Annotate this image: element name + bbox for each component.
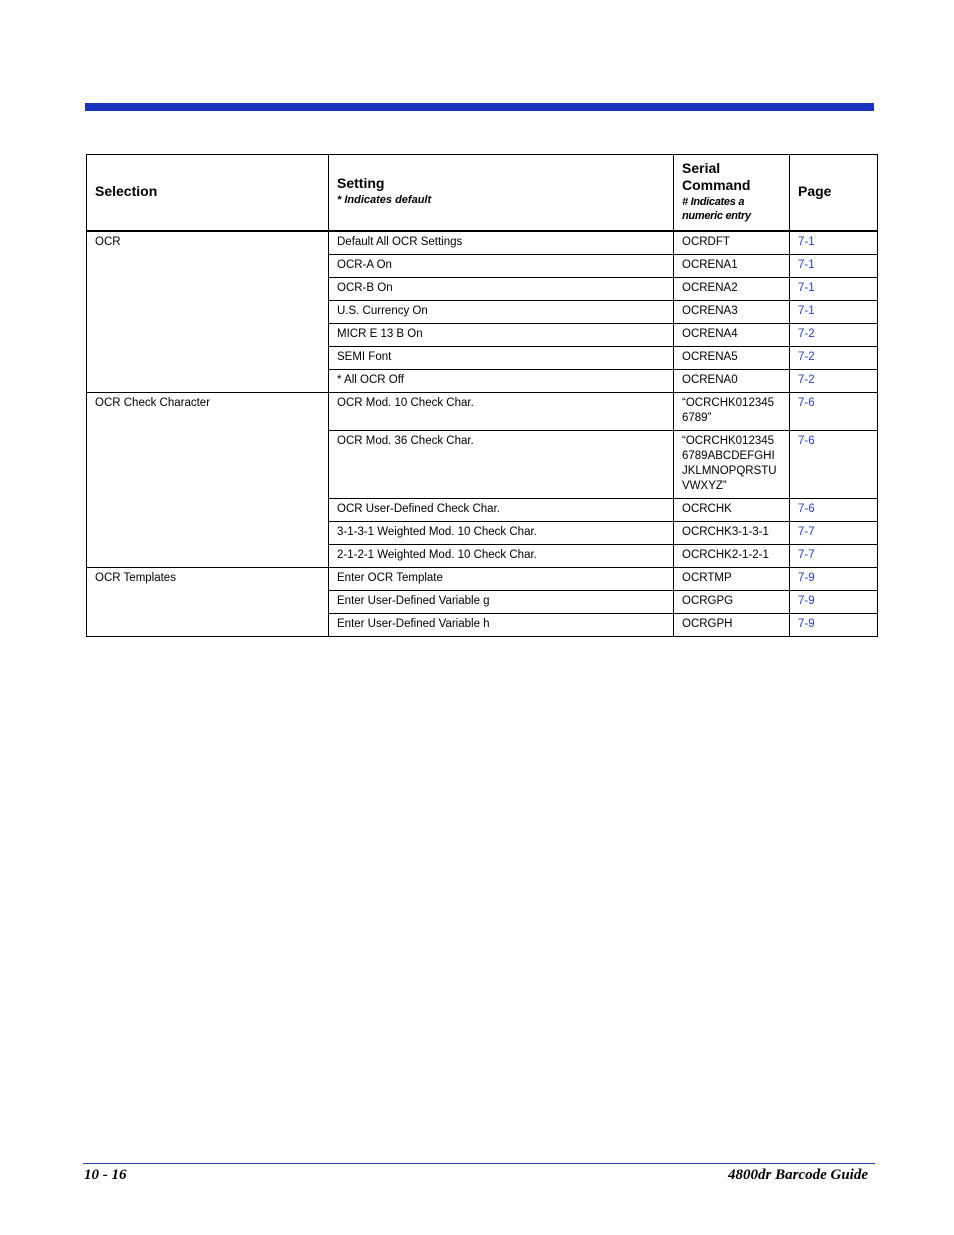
table-header-row: [87, 155, 878, 231]
col-setting-label: Setting: [337, 175, 385, 192]
setting-cell: OCR Mod. 36 Check Char.: [329, 430, 674, 498]
book-title: 4800dr Barcode Guide: [728, 1167, 868, 1183]
serial-command-line: OCRENA5: [682, 350, 738, 363]
setting-cell: SEMI Font: [329, 346, 674, 369]
serial-command-cell: [674, 254, 790, 277]
page-cell: [790, 277, 878, 300]
selection-cell: OCR Templates: [87, 567, 329, 636]
header-bar: [85, 103, 874, 111]
page-cell: [790, 590, 878, 613]
numeric-note-2: numeric entry: [682, 209, 751, 222]
selection-cell: OCR: [87, 231, 329, 393]
selection-cell: OCR Check Character: [87, 392, 329, 567]
page-link[interactable]: 7-6: [798, 502, 815, 515]
serial-command-line: 6789”: [682, 411, 712, 424]
page-cell: [790, 521, 878, 544]
col-header-setting: [329, 155, 674, 231]
serial-command-line: OCRENA1: [682, 258, 738, 271]
col-selection-label: Selection: [95, 183, 158, 200]
serial-command-cell: [674, 567, 790, 590]
setting-cell: 2-1-2-1 Weighted Mod. 10 Check Char.: [329, 544, 674, 567]
page-cell: [790, 613, 878, 636]
serial-command-line: OCRENA2: [682, 281, 738, 294]
default-note: * Indicates default: [337, 194, 432, 207]
serial-command-table: [86, 154, 878, 637]
setting-cell: Enter OCR Template: [329, 567, 674, 590]
serial-command-cell: [674, 277, 790, 300]
page-link[interactable]: 7-6: [798, 396, 815, 409]
serial-command-cell: [674, 346, 790, 369]
serial-command-cell: [674, 613, 790, 636]
serial-command-line: OCRCHK2-1-2-1: [682, 548, 769, 561]
page-link[interactable]: 7-7: [798, 548, 815, 561]
setting-cell: Enter User-Defined Variable g: [329, 590, 674, 613]
table-row: [87, 392, 878, 430]
serial-command-line: “OCRCHK012345: [682, 434, 775, 447]
serial-command-line: OCRGPG: [682, 594, 734, 607]
page-link[interactable]: 7-9: [798, 571, 815, 584]
page-cell: [790, 430, 878, 498]
serial-command-cell: [674, 544, 790, 567]
table-body: [87, 231, 878, 637]
page-cell: [790, 567, 878, 590]
setting-cell: OCR User-Defined Check Char.: [329, 498, 674, 521]
col-page-label: Page: [798, 183, 832, 200]
serial-command-line: “OCRCHK012345: [682, 396, 775, 409]
serial-command-cell: [674, 521, 790, 544]
serial-command-cell: [674, 231, 790, 255]
page-link[interactable]: 7-9: [798, 594, 815, 607]
table-row: [87, 567, 878, 590]
setting-cell: Default All OCR Settings: [329, 231, 674, 255]
page-link[interactable]: 7-6: [798, 434, 815, 447]
serial-command-line: OCRCHK: [682, 502, 732, 515]
numeric-note-1: # Indicates a: [682, 195, 745, 208]
serial-command-line: VWXYZ”: [682, 479, 727, 492]
serial-command-cell: [674, 430, 790, 498]
page-cell: [790, 323, 878, 346]
page-cell: [790, 498, 878, 521]
page-link[interactable]: 7-1: [798, 258, 815, 271]
serial-command-cell: [674, 323, 790, 346]
setting-cell: 3-1-3-1 Weighted Mod. 10 Check Char.: [329, 521, 674, 544]
serial-command-cell: [674, 498, 790, 521]
setting-cell: OCR Mod. 10 Check Char.: [329, 392, 674, 430]
col-serial-label-1: Serial: [682, 159, 721, 176]
page-link[interactable]: 7-9: [798, 617, 815, 630]
page-cell: [790, 346, 878, 369]
serial-command-cell: [674, 590, 790, 613]
page-cell: [790, 369, 878, 392]
serial-command-line: OCRENA0: [682, 373, 738, 386]
serial-command-line: OCRENA3: [682, 304, 738, 317]
page-link[interactable]: 7-2: [798, 373, 815, 386]
setting-cell: OCR-A On: [329, 254, 674, 277]
serial-command-line: JKLMNOPQRSTU: [682, 464, 777, 477]
page-cell: [790, 392, 878, 430]
serial-command-line: OCRENA4: [682, 327, 738, 340]
page-link[interactable]: 7-7: [798, 525, 815, 538]
page-link[interactable]: 7-1: [798, 304, 815, 317]
page-link[interactable]: 7-1: [798, 235, 815, 248]
serial-command-cell: [674, 369, 790, 392]
col-header-selection: [87, 155, 329, 231]
serial-command-line: OCRCHK3-1-3-1: [682, 525, 769, 538]
setting-cell: Enter User-Defined Variable h: [329, 613, 674, 636]
setting-cell: OCR-B On: [329, 277, 674, 300]
setting-cell: U.S. Currency On: [329, 300, 674, 323]
page-cell: [790, 300, 878, 323]
page-number: 10 - 16: [84, 1167, 127, 1183]
serial-command-cell: [674, 300, 790, 323]
serial-command-line: OCRGPH: [682, 617, 733, 630]
page-link[interactable]: 7-2: [798, 327, 815, 340]
col-serial-label-2: Command: [682, 176, 751, 193]
serial-command-line: OCRDFT: [682, 235, 730, 248]
page-cell: [790, 254, 878, 277]
col-header-page: [790, 155, 878, 231]
page-cell: [790, 231, 878, 255]
col-header-serial: [674, 155, 790, 231]
footer-rule: [83, 1163, 875, 1164]
setting-cell: * All OCR Off: [329, 369, 674, 392]
serial-command-line: 6789ABCDEFGHI: [682, 449, 775, 462]
page-cell: [790, 544, 878, 567]
table-row: [87, 231, 878, 255]
page-link[interactable]: 7-2: [798, 350, 815, 363]
page-link[interactable]: 7-1: [798, 281, 815, 294]
setting-cell: MICR E 13 B On: [329, 323, 674, 346]
serial-command-line: OCRTMP: [682, 571, 732, 584]
serial-command-cell: [674, 392, 790, 430]
